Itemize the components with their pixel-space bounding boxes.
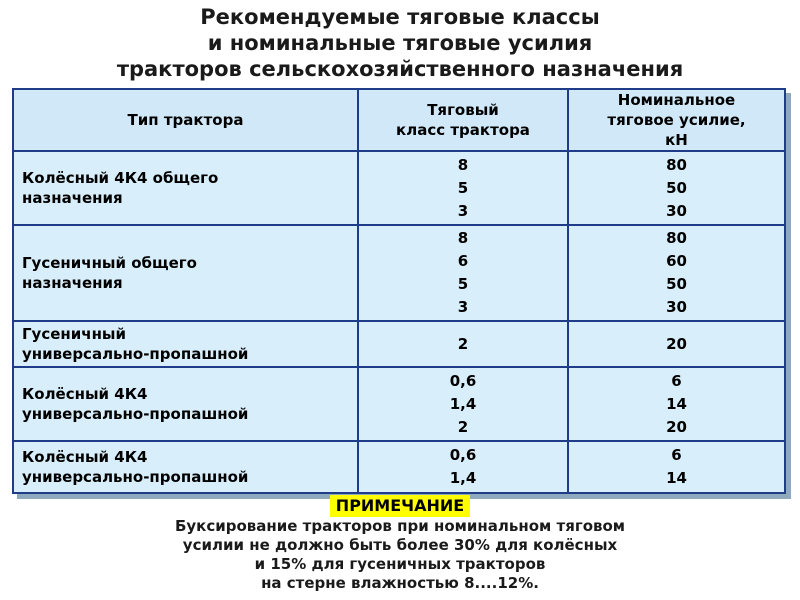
header-class-line-1: Тяговый [427,101,499,119]
force-value: 50 [666,275,687,293]
traction-class-cell [358,441,568,493]
table-header-row [13,89,785,151]
class-value: 2 [457,417,469,436]
force-value: 20 [666,417,687,436]
table-row [13,321,785,367]
table-row [13,367,785,441]
table-row [13,225,785,321]
header-force-line-1: Номинальное [617,91,736,109]
header-traction-class [358,89,568,151]
tractor-type-cell [13,225,358,321]
traction-class-table [12,88,786,494]
force-value: 6 [671,371,682,390]
note-label: ПРИМЕЧАНИЕ [330,495,470,517]
tractor-type-line-2: универсально-пропашной [22,345,249,363]
force-value: 14 [666,394,687,413]
class-value: 1,4 [449,394,477,413]
note-line-3: и 15% для гусеничных тракторов [254,555,546,573]
header-tractor-type-text: Тип трактора [127,111,244,129]
force-value: 30 [666,201,687,220]
force-value: 14 [666,469,687,487]
title-line-2: и номинальные тяговые усилия [207,31,593,55]
nominal-force-cell [568,151,785,225]
nominal-force-cell [568,367,785,441]
tractor-type-cell [13,441,358,493]
force-value: 6 [671,446,682,464]
tractor-type-line-2: универсально-пропашной [22,468,249,486]
force-value: 30 [666,298,687,316]
nominal-force-cell [568,321,785,367]
title-line-3: тракторов сельскохозяйственного назначения [116,57,684,81]
class-value: 1,4 [449,469,477,487]
class-value: 2 [457,334,469,353]
force-value: 50 [666,178,687,197]
traction-class-cell [358,321,568,367]
note-text [0,517,800,593]
tractor-type-line-1: Гусеничный общего [22,254,197,272]
force-value: 80 [666,155,687,174]
tractor-type-line-2: назначения [22,189,123,207]
tractor-type-line-1: Колёсный 4К4 общего [22,169,219,187]
note-line-1: Буксирование тракторов при номинальном тяговом [174,517,626,535]
force-value: 80 [666,229,687,247]
title-line-1: Рекомендуемые тяговые классы [200,5,600,29]
header-tractor-type [13,89,358,151]
traction-class-cell [358,225,568,321]
tractor-type-line-1: Гусеничный [22,325,127,343]
force-value: 20 [666,334,687,353]
page-title [0,4,800,82]
tractor-type-cell [13,151,358,225]
table-row [13,441,785,493]
class-value: 6 [457,252,469,270]
traction-class-cell [358,367,568,441]
tractor-type-cell [13,321,358,367]
tractor-type-line-1: Колёсный 4К4 [22,448,148,466]
note-line-2: усилии не должно быть более 30% для колёсных [182,536,618,554]
class-value: 8 [457,229,469,247]
tractor-type-cell [13,367,358,441]
class-value: 3 [457,201,469,220]
class-value: 3 [457,298,469,316]
nominal-force-cell [568,441,785,493]
note-label-wrapper [0,495,800,517]
nominal-force-cell [568,225,785,321]
header-force-line-3: кН [665,131,688,149]
tractor-type-line-1: Колёсный 4К4 [22,385,148,403]
header-force-line-2: тяговое усилие, [607,111,746,129]
table-row [13,151,785,225]
traction-class-cell [358,151,568,225]
class-value: 5 [457,275,469,293]
tractor-type-line-2: универсально-пропашной [22,405,249,423]
class-value: 0,6 [449,446,477,464]
note-line-4: на стерне влажностью 8....12%. [261,574,539,592]
header-class-line-2: класс трактора [396,121,530,139]
class-value: 0,6 [449,371,477,390]
class-value: 5 [457,178,469,197]
class-value: 8 [457,155,469,174]
header-nominal-force [568,89,785,151]
force-value: 60 [666,252,687,270]
tractor-type-line-2: назначения [22,274,123,292]
